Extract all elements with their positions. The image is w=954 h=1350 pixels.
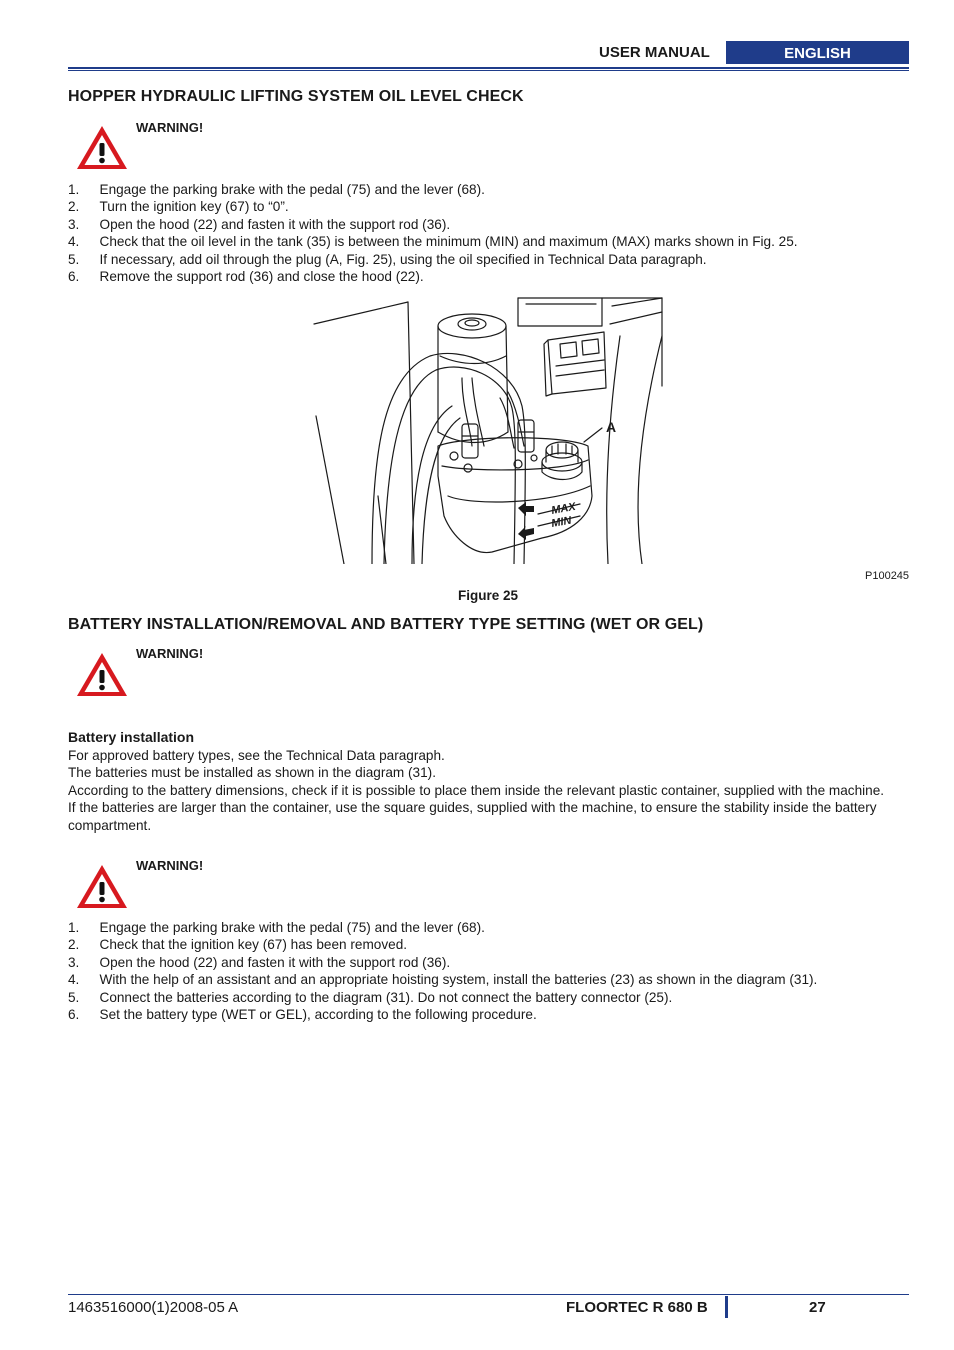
subheading-battery-installation: Battery installation xyxy=(68,729,195,745)
step-text: With the help of an assistant and an appropriate hoisting system, install the batteries (23) as shown in the diagram (31). xyxy=(99,972,818,988)
figure-max-mark: MAX xyxy=(550,500,577,517)
step-text: Remove the support rod (36) and close the hood (22). xyxy=(99,269,424,285)
header-rule xyxy=(68,67,909,69)
step-item xyxy=(68,251,798,268)
step-item xyxy=(68,181,798,198)
paragraph: The batteries must be installed as shown in the diagram (31). xyxy=(68,765,436,781)
step-item xyxy=(68,1006,817,1023)
step-number: 6. xyxy=(68,269,80,285)
step-text: Open the hood (22) and fasten it with the support rod (36). xyxy=(99,954,451,970)
warning-triangle-icon xyxy=(74,123,130,171)
header-manual-label: USER MANUAL xyxy=(599,44,710,61)
footer-doc-code: 1463516000(1)2008-05 A xyxy=(68,1299,239,1316)
step-item xyxy=(68,198,798,215)
warning-triangle-icon xyxy=(74,650,130,698)
step-number: 1. xyxy=(68,182,80,197)
step-number: 5. xyxy=(68,251,80,267)
section-title-oil-level: HOPPER HYDRAULIC LIFTING SYSTEM OIL LEVEL CHECK xyxy=(68,88,524,105)
step-item xyxy=(68,936,817,953)
step-text: Set the battery type (WET or GEL), according to the following procedure. xyxy=(99,1007,537,1023)
figure-min-mark: MIN xyxy=(550,514,573,530)
warning-label: WARNING! xyxy=(136,858,204,873)
step-item xyxy=(68,216,798,233)
step-text: If necessary, add oil through the plug (A, Fig. 25), using the oil specified in Technical Data paragraph. xyxy=(99,251,707,267)
footer-page-number: 27 xyxy=(809,1299,826,1316)
step-item xyxy=(68,268,798,285)
step-number: 4. xyxy=(68,234,80,250)
figure-callout-a: A xyxy=(606,419,617,435)
paragraph: For approved battery types, see the Technical Data paragraph. xyxy=(68,748,445,763)
step-number: 5. xyxy=(68,989,80,1005)
step-number: 4. xyxy=(68,972,80,988)
step-number: 3. xyxy=(68,216,80,232)
step-text: Engage the parking brake with the pedal (75) and the lever (68). xyxy=(99,920,485,935)
step-number: 6. xyxy=(68,1007,80,1023)
step-text: Engage the parking brake with the pedal (75) and the lever (68). xyxy=(99,182,485,197)
battery-paragraphs xyxy=(68,747,898,834)
step-text: Connect the batteries according to the diagram (31). Do not connect the battery connector (25). xyxy=(99,989,673,1005)
oil-check-steps xyxy=(68,181,798,285)
step-text: Check that the oil level in the tank (35) is between the minimum (MIN) and maximum (MAX) marks shown in Fig. 25. xyxy=(99,234,798,250)
step-item xyxy=(68,989,817,1006)
step-number: 3. xyxy=(68,954,80,970)
warning-label: WARNING! xyxy=(136,120,204,135)
header-rule-thin xyxy=(68,70,909,71)
header-language-tab: ENGLISH xyxy=(726,41,909,64)
footer-rule xyxy=(68,1294,909,1295)
footer-product-name: FLOORTEC R 680 B xyxy=(566,1299,708,1316)
step-number: 2. xyxy=(68,199,80,215)
footer-divider xyxy=(725,1296,728,1318)
battery-install-steps xyxy=(68,919,817,1023)
paragraph: According to the battery dimensions, check if it is possible to place them inside the relevant plastic container, supplied with the machine. xyxy=(68,782,885,798)
figure-25-hydraulic-tank xyxy=(312,296,664,564)
warning-triangle-icon xyxy=(74,862,130,910)
figure-caption: Figure 25 xyxy=(457,588,519,603)
step-item xyxy=(68,971,817,988)
step-number: 1. xyxy=(68,920,80,935)
paragraph: If the batteries are larger than the container, use the square guides, supplied with the machine, to ensure the stability inside the battery compartment. xyxy=(68,800,877,833)
figure-code: P100245 xyxy=(865,570,910,582)
section-title-battery: BATTERY INSTALLATION/REMOVAL AND BATTERY TYPE SETTING (WET OR GEL) xyxy=(68,616,704,633)
step-text: Check that the ignition key (67) has been removed. xyxy=(99,937,408,953)
step-item xyxy=(68,919,817,936)
step-text: Open the hood (22) and fasten it with the support rod (36). xyxy=(99,216,451,232)
warning-label: WARNING! xyxy=(136,646,204,661)
step-item xyxy=(68,233,798,250)
step-item xyxy=(68,954,817,971)
step-number: 2. xyxy=(68,937,80,953)
step-text: Turn the ignition key (67) to “0”. xyxy=(99,199,289,215)
